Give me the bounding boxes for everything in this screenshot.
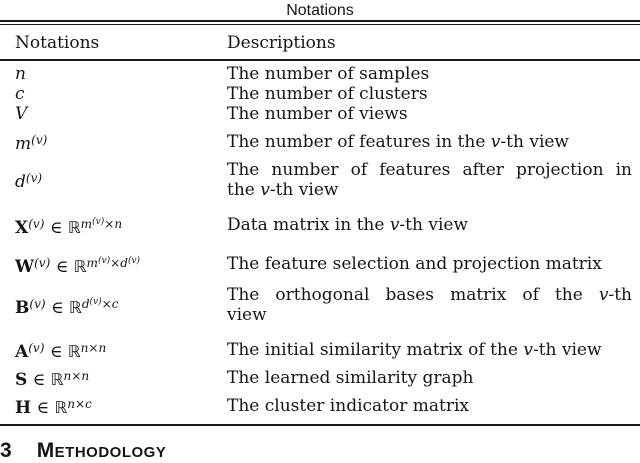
token: V xyxy=(15,104,28,124)
token: d xyxy=(81,297,90,311)
header-descriptions: Descriptions xyxy=(227,33,336,53)
token: n xyxy=(80,341,89,355)
token: v xyxy=(490,132,501,152)
token: The initial similarity matrix of the xyxy=(227,340,524,360)
token: ℝ xyxy=(54,398,68,417)
description-cell xyxy=(227,340,632,360)
token: (v) xyxy=(89,297,102,307)
notation-cell xyxy=(15,394,227,418)
token: ∈ xyxy=(45,298,70,318)
table-row xyxy=(15,277,632,325)
token: H xyxy=(15,398,32,418)
notation-cell xyxy=(15,338,227,362)
token: (v) xyxy=(31,133,48,147)
table-row xyxy=(15,104,632,124)
token: The number of clusters xyxy=(227,84,428,104)
token: The number of features after projection in xyxy=(227,160,632,180)
table-row xyxy=(15,390,632,418)
token: (v) xyxy=(28,341,45,355)
token: (v) xyxy=(25,171,43,185)
token: ∈ xyxy=(27,370,51,390)
description-line xyxy=(227,215,632,235)
token: The number of features in the xyxy=(227,132,491,152)
token: S xyxy=(15,370,28,390)
description-cell xyxy=(227,285,632,325)
token: (v) xyxy=(29,297,46,311)
token: Data matrix in the xyxy=(227,215,390,235)
token: n xyxy=(81,369,90,383)
description-line xyxy=(227,305,632,325)
notation-cell xyxy=(15,84,227,104)
token: The number of samples xyxy=(227,64,430,84)
token: -th view xyxy=(532,340,602,360)
token: n xyxy=(98,341,107,355)
description-line xyxy=(227,132,632,152)
token: The learned similarity graph xyxy=(227,368,474,388)
table-bottom-rule xyxy=(0,424,640,426)
table-row xyxy=(15,362,632,390)
description-cell xyxy=(227,104,632,124)
table-row xyxy=(15,238,632,277)
token: The feature selection and projection matrix xyxy=(227,254,602,274)
token: A xyxy=(15,342,29,362)
table-row xyxy=(15,124,632,154)
token: ℝ xyxy=(73,257,87,276)
token: c xyxy=(111,297,119,311)
token: (v) xyxy=(28,217,45,231)
token: d xyxy=(15,172,26,192)
token: v xyxy=(598,285,609,305)
token: ∈ xyxy=(44,342,68,362)
description-line xyxy=(227,84,632,104)
token: c xyxy=(85,397,92,411)
description-cell xyxy=(227,160,632,200)
token: The number of views xyxy=(227,104,408,124)
token: W xyxy=(15,257,35,277)
section-heading xyxy=(0,439,640,463)
section-number: 3 xyxy=(0,439,12,462)
token: -th view xyxy=(500,132,569,152)
token: the xyxy=(227,180,261,200)
notation-cell xyxy=(15,130,227,154)
token: v xyxy=(389,215,400,235)
token: m xyxy=(15,134,32,154)
token: n xyxy=(63,369,72,383)
notation-cell xyxy=(15,366,227,390)
notation-cell xyxy=(15,212,227,238)
token: × xyxy=(104,217,115,231)
table-row xyxy=(15,154,632,200)
table-row xyxy=(15,64,632,84)
token: m xyxy=(86,256,98,270)
token: ∈ xyxy=(50,257,74,277)
token: view xyxy=(227,305,267,325)
token: ∈ xyxy=(44,218,68,238)
token: (v) xyxy=(97,256,111,266)
token: (v) xyxy=(127,256,141,266)
description-cell xyxy=(227,132,632,152)
table-row xyxy=(15,325,632,362)
description-cell xyxy=(227,64,632,84)
section-title: Methodology xyxy=(36,439,167,462)
notation-cell xyxy=(15,168,227,192)
description-cell xyxy=(227,215,632,235)
table-caption: Notations xyxy=(286,2,354,19)
table-row xyxy=(15,200,632,238)
token: m xyxy=(80,217,93,231)
token: × xyxy=(71,369,82,383)
token: v xyxy=(523,340,533,360)
token: (v) xyxy=(34,256,51,270)
token: The orthogonal bases matrix of the xyxy=(227,285,599,305)
description-cell xyxy=(227,84,632,104)
token: ℝ xyxy=(67,218,81,237)
table-row xyxy=(15,84,632,104)
token: (v) xyxy=(92,217,105,227)
token: ℝ xyxy=(50,370,64,389)
description-cell xyxy=(227,368,632,388)
header-notations: Notations xyxy=(15,33,100,53)
notation-cell xyxy=(15,64,227,84)
token: B xyxy=(15,298,30,318)
token: -th xyxy=(608,285,632,305)
token: The cluster indicator matrix xyxy=(227,396,470,416)
table-header-row xyxy=(0,25,640,59)
token: X xyxy=(15,218,29,238)
description-line xyxy=(227,254,632,274)
token: × xyxy=(110,256,121,270)
token: ℝ xyxy=(67,342,81,361)
description-line xyxy=(227,160,632,180)
description-line xyxy=(227,180,632,200)
token: × xyxy=(88,341,99,355)
notation-cell xyxy=(15,292,227,318)
token: -th view xyxy=(269,180,339,200)
token: ∈ xyxy=(31,398,55,418)
token: c xyxy=(15,84,25,104)
token: n xyxy=(67,397,76,411)
token: d xyxy=(120,256,128,270)
token: -th view xyxy=(399,215,469,235)
table-body xyxy=(0,61,640,424)
description-line xyxy=(227,285,632,305)
token: × xyxy=(101,297,112,311)
notation-cell xyxy=(15,104,227,124)
description-cell xyxy=(227,254,632,274)
description-line xyxy=(227,368,632,388)
description-line xyxy=(227,64,632,84)
notation-cell xyxy=(15,251,227,277)
token: × xyxy=(75,397,86,411)
description-line xyxy=(227,104,632,124)
description-line xyxy=(227,396,632,416)
token: v xyxy=(260,180,270,200)
token: ℝ xyxy=(69,298,82,317)
token: n xyxy=(114,217,123,231)
description-line xyxy=(227,340,632,360)
description-cell xyxy=(227,396,632,416)
token: n xyxy=(15,64,26,84)
